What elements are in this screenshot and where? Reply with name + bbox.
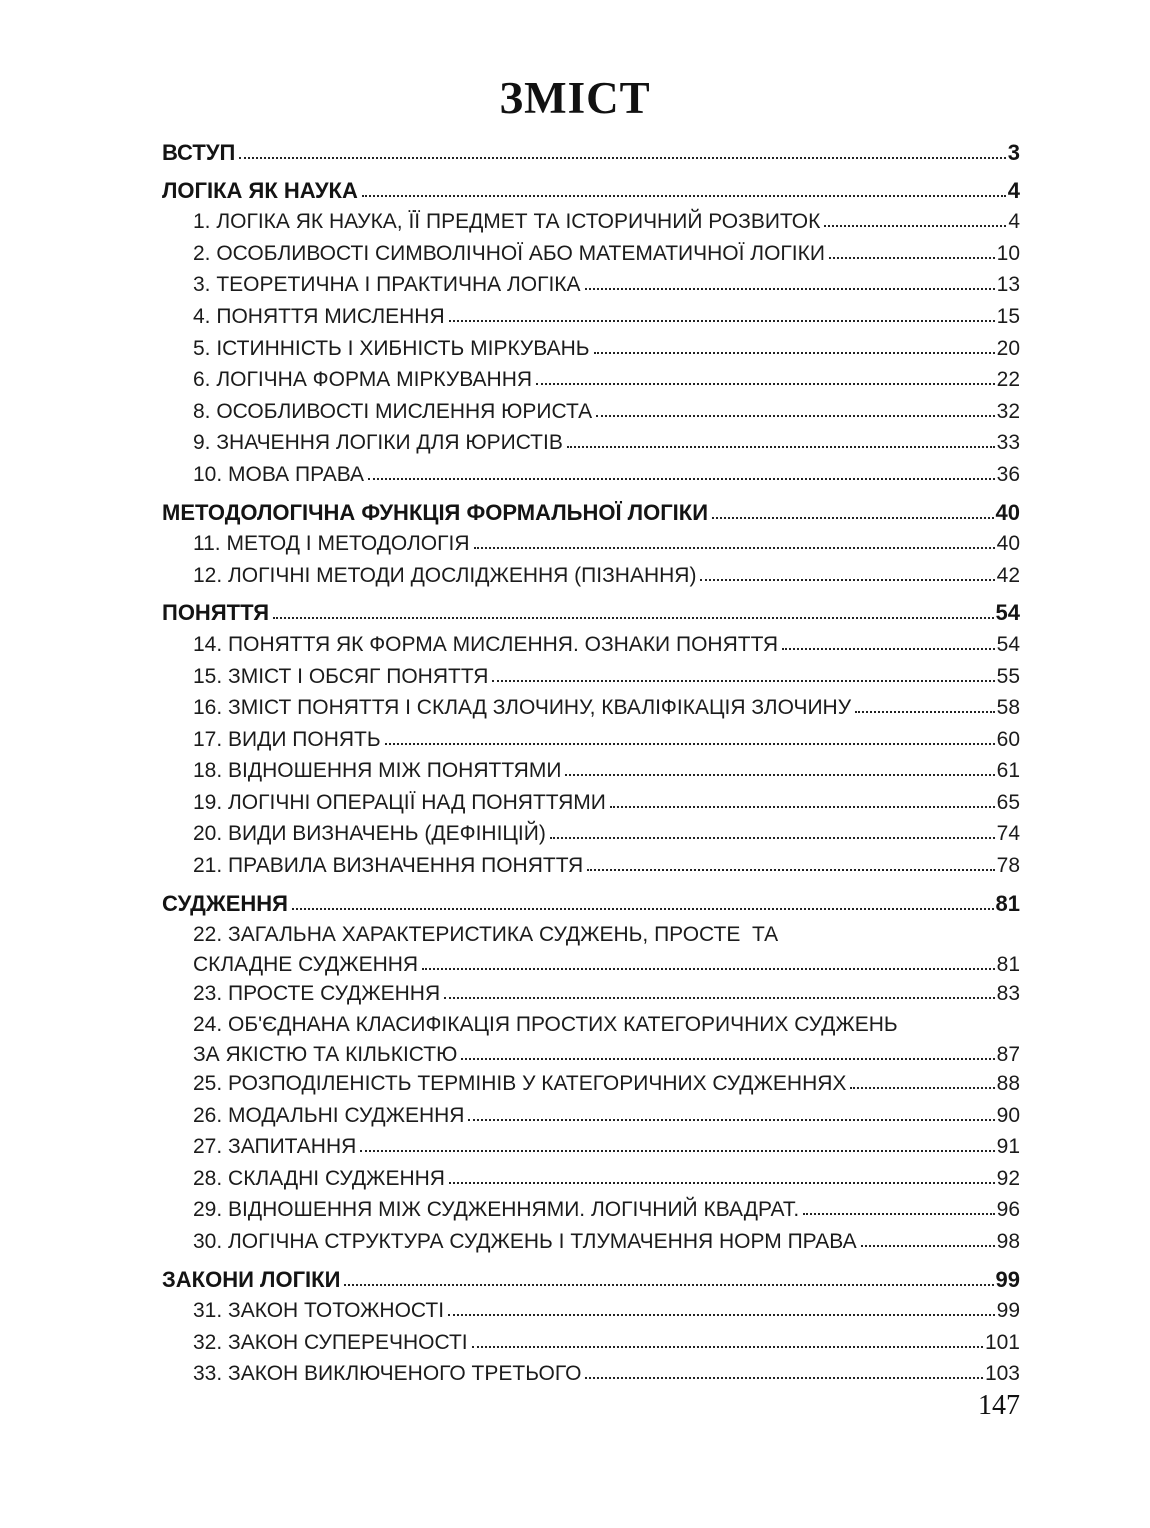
- toc-entry-label: СКЛАДНЕ СУДЖЕННЯ: [193, 952, 419, 976]
- toc-entry: [162, 364, 1020, 396]
- toc-entry-label: ВСТУП: [162, 140, 236, 165]
- dot-leader: [449, 1182, 995, 1184]
- toc-entry-label: 24. ОБ'ЄДНАНА КЛАСИФІКАЦІЯ ПРОСТИХ КАТЕГОРИЧНИХ СУДЖЕНЬ: [193, 1013, 898, 1037]
- toc-entry: [162, 528, 1020, 560]
- toc-entry-label: 14. ПОНЯТТЯ ЯК ФОРМА МИСЛЕННЯ. ОЗНАКИ ПОНЯТТЯ: [193, 632, 779, 656]
- toc-entry: [162, 238, 1020, 270]
- dot-leader: [536, 383, 995, 385]
- dot-leader: [360, 1150, 994, 1152]
- toc-entry-label: МЕТОДОЛОГІЧНА ФУНКЦІЯ ФОРМАЛЬНОЇ ЛОГІКИ: [162, 499, 709, 525]
- toc-entry-label: 11. МЕТОД І МЕТОДОЛОГІЯ: [193, 532, 470, 556]
- toc-entry: [162, 1068, 1020, 1100]
- dot-leader: [449, 320, 995, 322]
- toc-entry-page: 3: [1007, 140, 1020, 165]
- toc-entry-label: 8. ОСОБЛИВОСТІ МИСЛЕННЯ ЮРИСТА: [193, 399, 593, 423]
- toc-entry-label: 15. ЗМІСТ І ОБСЯГ ПОНЯТТЯ: [193, 664, 489, 688]
- toc-entry-page: 32: [996, 399, 1020, 423]
- toc-entry: [162, 951, 1020, 978]
- toc-entry-page: 40: [995, 499, 1020, 525]
- toc-entry: [162, 1358, 1020, 1390]
- toc-entry-page: 91: [996, 1135, 1020, 1159]
- toc-entry-label: 2. ОСОБЛИВОСТІ СИМВОЛІЧНОЇ АБО МАТЕМАТИЧНОЇ ЛОГІКИ: [193, 241, 825, 265]
- toc-entry-page: 99: [996, 1299, 1020, 1323]
- toc-entry: [162, 560, 1020, 592]
- toc-entry-page: 10: [996, 241, 1020, 265]
- dot-leader: [596, 415, 995, 417]
- toc-entry: [162, 978, 1020, 1010]
- toc-entry-page: 99: [995, 1266, 1020, 1292]
- dot-leader: [239, 157, 1005, 159]
- toc-entry: [162, 888, 1020, 920]
- toc-entry-label: 29. ВІДНОШЕННЯ МІЖ СУДЖЕННЯМИ. ЛОГІЧНИЙ КВАДРАТ.: [193, 1198, 800, 1222]
- toc-entry-label: 20. ВИДИ ВИЗНАЧЕНЬ (ДЕФІНІЦІЙ): [193, 822, 546, 846]
- toc-entry: [162, 597, 1020, 629]
- dot-leader: [448, 1314, 995, 1316]
- toc-entry-label: 10. МОВА ПРАВА: [193, 462, 365, 486]
- toc-entry-label: 22. ЗАГАЛЬНА ХАРАКТЕРИСТИКА СУДЖЕНЬ, ПРОСТЕ ТА: [193, 923, 779, 947]
- toc-entry: [162, 333, 1020, 365]
- toc-entry-page: 42: [996, 563, 1020, 587]
- toc-entry-page: 101: [984, 1330, 1020, 1354]
- toc-entry: [162, 137, 1020, 169]
- toc-entry-page: 61: [996, 759, 1020, 783]
- dot-leader: [824, 225, 1006, 227]
- dot-leader: [362, 195, 1006, 197]
- toc-entry-label: 33. ЗАКОН ВИКЛЮЧЕНОГО ТРЕТЬОГО: [193, 1362, 582, 1386]
- toc-entry: [162, 427, 1020, 459]
- toc-entry: [162, 459, 1020, 491]
- dot-leader: [567, 446, 995, 448]
- dot-leader: [444, 997, 995, 999]
- toc-entry: [162, 629, 1020, 661]
- toc-entry-label: ЗАКОНИ ЛОГІКИ: [162, 1266, 341, 1292]
- toc-entry-page: 87: [996, 1043, 1020, 1067]
- dot-leader: [855, 711, 995, 713]
- toc-entry-page: 88: [996, 1072, 1020, 1096]
- dot-leader: [368, 478, 995, 480]
- toc-entry-page: 4: [1008, 210, 1020, 234]
- toc-entry-label: 23. ПРОСТЕ СУДЖЕННЯ: [193, 981, 441, 1005]
- dot-leader: [829, 257, 995, 259]
- dot-leader: [492, 680, 994, 682]
- dot-leader: [803, 1213, 994, 1215]
- toc-entry: [162, 1295, 1020, 1327]
- toc-entry-label: 4. ПОНЯТТЯ МИСЛЕННЯ: [193, 304, 445, 328]
- toc-entry-label: ЛОГІКА ЯК НАУКА: [162, 177, 358, 203]
- toc-entry: [162, 1163, 1020, 1195]
- toc-entry-page: 58: [996, 696, 1020, 720]
- toc-entry: [162, 1100, 1020, 1132]
- toc-entry-page: 96: [996, 1198, 1020, 1222]
- toc-entry-page: 33: [996, 431, 1020, 455]
- toc-entry-label: 17. ВИДИ ПОНЯТЬ: [193, 727, 381, 751]
- dot-leader: [472, 1346, 983, 1348]
- toc-entry-page: 40: [996, 532, 1020, 556]
- toc-entry-label: 6. ЛОГІЧНА ФОРМА МІРКУВАННЯ: [193, 368, 533, 392]
- folio-page-number: 147: [978, 1390, 1020, 1421]
- toc-entry-label: 12. ЛОГІЧНІ МЕТОДИ ДОСЛІДЖЕННЯ (ПІЗНАННЯ): [193, 563, 697, 587]
- dot-leader: [385, 743, 995, 745]
- dot-leader: [587, 869, 994, 871]
- toc-entry-label: 5. ІСТИННІСТЬ І ХИБНІСТЬ МІРКУВАНЬ: [193, 336, 590, 360]
- toc-entry-label: 18. ВІДНОШЕННЯ МІЖ ПОНЯТТЯМИ: [193, 759, 562, 783]
- toc-entry: [162, 755, 1020, 787]
- toc-entry-page: 4: [1007, 177, 1020, 203]
- toc-entry: [162, 1194, 1020, 1226]
- toc-entry-label: 19. ЛОГІЧНІ ОПЕРАЦІЇ НАД ПОНЯТТЯМИ: [193, 790, 606, 814]
- toc-entry-page: 83: [996, 981, 1020, 1005]
- dot-leader: [273, 617, 993, 619]
- dot-leader: [782, 648, 995, 650]
- toc-entry-label: СУДЖЕННЯ: [162, 890, 288, 916]
- toc-entry: [162, 919, 1020, 951]
- dot-leader: [422, 968, 995, 970]
- dot-leader: [850, 1087, 994, 1089]
- dot-leader: [594, 352, 995, 354]
- toc-entry: [162, 692, 1020, 724]
- toc-entry-page: 90: [996, 1103, 1020, 1127]
- dot-leader: [468, 1119, 994, 1121]
- toc-entry: [162, 1009, 1020, 1041]
- toc-entry: [162, 301, 1020, 333]
- dot-leader: [461, 1058, 994, 1060]
- toc-entry: [162, 1226, 1020, 1258]
- toc-entry-label: 32. ЗАКОН СУПЕРЕЧНОСТІ: [193, 1330, 468, 1354]
- toc-entry: [162, 1041, 1020, 1068]
- toc-entry: [162, 1327, 1020, 1359]
- dot-leader: [700, 579, 994, 581]
- toc-entry-page: 81: [995, 890, 1020, 916]
- toc-list: [162, 137, 1020, 1390]
- dot-leader: [550, 837, 995, 839]
- toc-entry-label: 26. МОДАЛЬНІ СУДЖЕННЯ: [193, 1103, 465, 1127]
- toc-entry: [162, 850, 1020, 882]
- toc-entry: [162, 724, 1020, 756]
- dot-leader: [861, 1245, 995, 1247]
- toc-entry: [162, 175, 1020, 207]
- toc-entry-label: 28. СКЛАДНІ СУДЖЕННЯ: [193, 1166, 445, 1190]
- toc-entry: [162, 206, 1020, 238]
- toc-entry-page: 60: [996, 727, 1020, 751]
- toc-entry-page: 54: [995, 600, 1020, 626]
- toc-entry-page: 20: [996, 336, 1020, 360]
- toc-entry-label: 25. РОЗПОДІЛЕНІСТЬ ТЕРМІНІВ У КАТЕГОРИЧНИХ СУДЖЕННЯХ: [193, 1072, 847, 1096]
- toc-entry-label: 1. ЛОГІКА ЯК НАУКА, ЇЇ ПРЕДМЕТ ТА ІСТОРИЧНИЙ РОЗВИТОК: [193, 210, 821, 234]
- toc-entry-page: 78: [996, 854, 1020, 878]
- page-title: ЗМІСТ: [499, 73, 651, 123]
- toc-entry-label: 21. ПРАВИЛА ВИЗНАЧЕННЯ ПОНЯТТЯ: [193, 854, 584, 878]
- toc-entry-page: 22: [996, 368, 1020, 392]
- toc-entry: [162, 661, 1020, 693]
- toc-entry-page: 13: [996, 273, 1020, 297]
- toc-entry: [162, 269, 1020, 301]
- toc-entry-page: 54: [996, 632, 1020, 656]
- dot-leader: [474, 547, 995, 549]
- toc-entry-page: 36: [996, 462, 1020, 486]
- toc-entry-label: ПОНЯТТЯ: [162, 600, 270, 626]
- toc-entry-page: 74: [996, 822, 1020, 846]
- toc-entry-page: 103: [984, 1362, 1020, 1386]
- toc-entry-page: 98: [996, 1230, 1020, 1253]
- toc-entry-page: 92: [996, 1166, 1020, 1190]
- toc-entry-page: 15: [996, 304, 1020, 328]
- toc-entry: [162, 818, 1020, 850]
- dot-leader: [610, 806, 995, 808]
- dot-leader: [565, 774, 994, 776]
- dot-leader: [344, 1284, 993, 1286]
- toc-entry-label: 3. ТЕОРЕТИЧНА І ПРАКТИЧНА ЛОГІКА: [193, 273, 581, 297]
- dot-leader: [292, 908, 994, 910]
- toc-entry-label: 27. ЗАПИТАННЯ: [193, 1135, 357, 1159]
- toc-entry-page: 65: [996, 790, 1020, 814]
- toc-entry: [162, 497, 1020, 529]
- toc-entry-page: 81: [996, 952, 1020, 976]
- toc-entry-page: 55: [996, 664, 1020, 688]
- toc-entry-label: 16. ЗМІСТ ПОНЯТТЯ І СКЛАД ЗЛОЧИНУ, КВАЛІФІКАЦІЯ ЗЛОЧИНУ: [193, 696, 852, 720]
- toc-entry: [162, 1264, 1020, 1296]
- toc-entry: [162, 787, 1020, 819]
- dot-leader: [712, 517, 993, 519]
- toc-entry-label: 30. ЛОГІЧНА СТРУКТУРА СУДЖЕНЬ І ТЛУМАЧЕННЯ НОРМ ПРАВА: [193, 1230, 857, 1253]
- toc-entry: [162, 396, 1020, 428]
- toc-entry-label: 31. ЗАКОН ТОТОЖНОСТІ: [193, 1299, 445, 1323]
- toc-entry-label: ЗА ЯКІСТЮ ТА КІЛЬКІСТЮ: [193, 1043, 458, 1067]
- toc-entry: [162, 1131, 1020, 1163]
- dot-leader: [585, 1377, 983, 1379]
- toc-entry-label: 9. ЗНАЧЕННЯ ЛОГІКИ ДЛЯ ЮРИСТІВ: [193, 431, 563, 455]
- dot-leader: [585, 288, 995, 290]
